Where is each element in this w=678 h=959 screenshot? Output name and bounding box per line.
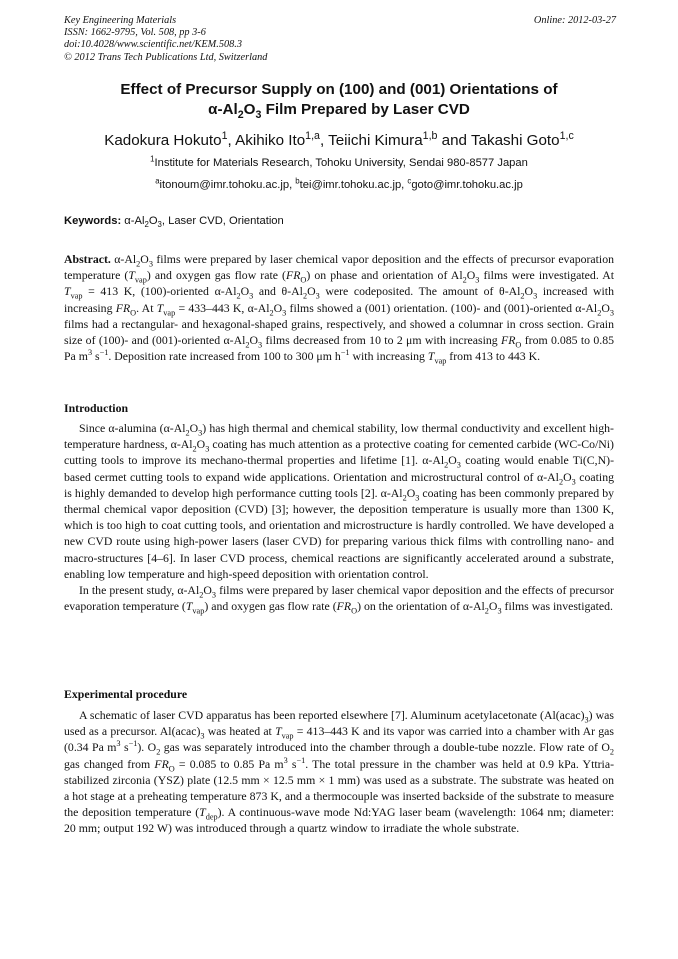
section-heading-experimental: Experimental procedure [64,687,188,701]
email-link[interactable]: goto@imr.tohoku.ac.jp [411,179,523,191]
author-name: Kadokura Hokuto [104,132,222,149]
title-line-1: Effect of Precursor Supply on (100) and (001) Orientations of [120,81,558,98]
abstract [64,251,614,364]
copyright-line: © 2012 Trans Tech Publications Ltd, Switzerland [64,51,268,63]
abstract-text: $\alpha-Al_2O_3$ films were prepared by laser chemical vapor deposition and the effects of precursor evaporation temperature $(T_{vap})$ and oxygen gas flow rate $(FR_O)$ on phase and orientation of $Al_2O_3$ films were investigated. At $T_{vap} = 413$ K, (100)-oriented $\alpha-Al_2O_3$ and $\theta-Al_2O_3$ were codeposited. The amount of $\theta-Al_2O_3$ increased with increasing $FR_O$. At $T_{vap} = 433-443$ K, $\alpha-Al_2O_3$ films showed a (001) orientation. (100)- and (001)-oriented $\alpha-Al_2O_3$ films had a rectangular- and hexagonal-shaped grains, respectively, and showed a columnar in cross section. Grain size of (100)- and (001)-oriented $\alpha-Al_2O_3$ films decreased from 10 to 2 μm with increasing $FR_O$ from 0.085 to 0.85 Pa $m^3$ $s^{-1}$. Deposition rate increased from 100 to 300 μm $h^{-1}$ with increasing $T_{vap}$ from 413 to 443 K. [64,252,615,366]
issn-line: ISSN: 1662-9795, Vol. 508, pp 3-6 [64,27,206,39]
online-date: Online: 2012-03-27 [533,15,616,26]
paragraph: A schematic of laser CVD apparatus has been reported elsewhere [7]. Aluminum acetylacetonate $(Al(acac)_3)$ was used as a precursor. $Al(acac)_3$ was heated at $T_{vap} = 413-443$ K and its vapor was carried into a chamber with Ar gas (0.34 Pa $m^3$ $s^{-1}$). $O_2$ gas was separately introduced into the chamber through a double-tube nozzle. Flow rate of $O_2$ gas changed from $FR_O = 0.085$ to 0.85 Pa $m^3$ $s^{-1}$. The total pressure in the chamber was held at 0.9 kPa. Yttria-stabilized zirconia (YSZ) plate (12.5 mm × 12.5 mm × 1 mm) was used as a substrate. The substrate was heated on a hot stage at a preheating temperature 873 K, and a thermocouple was inserted backside of the substrate to measure the deposition temperature $(T_{dep})$. A continuous-wave mode Nd:YAG laser beam (wavelength: 1064 nm; diameter: 20 mm; output 192 W) was introduced through a quartz window to irradiate the whole substrate. [64,708,615,836]
email-list: $^a$itonoum@imr.tohoku.ac.jp, $^b$tei@imr.tohoku.ac.jp, $^c$goto@imr.tohoku.ac.jp [155,176,523,191]
email-link[interactable]: tei@imr.tohoku.ac.jp [299,179,402,191]
email-link[interactable]: itonoum@imr.tohoku.ac.jp [159,179,290,191]
paragraph: Since α-alumina $(\alpha-Al_2O_3)$ has high thermal and chemical stability, low thermal conductivity and excellent high-temperature hardness, $\alpha-Al_2O_3$ coating has much attention as a protective coating for cemented carbide (WC-Co/Ni) cutting tools to improve its mechano-thermal properties and lifetime [1]. $\alpha-Al_2O_3$ coating would enable Ti(C,N)-based cermet cutting tools to expand wide applications. Orientation and microstructural control of $\alpha-Al_2O_3$ coating is highly demanded to develop high performance cutting tools [2]. $\alpha-Al_2O_3$ coating has been commonly prepared by thermal chemical vapor deposition (CVD) [3]; however, the deposition temperature is usually more than 1300 K, which is too high to coat cutting tools, and orientation and microstructure is hardly controlled. We have developed a new CVD route using high-power lasers (laser CVD) for preparing various thick films with controlling nano- and macro-structures [4–6]. In laser CVD process, chemical reactions are significantly accelerated around a substrate, enabling low temperature and high-speed deposition with orientation control. [64,421,614,581]
paper-title [64,80,614,120]
doi-line: doi:10.4028/www.scientific.net/KEM.508.3 [64,39,242,51]
affiliation: $^1$Institute for Materials Research, Tohoku University, Sendai 980-8577 Japan [150,154,528,169]
author-name: Teiichi Kimura [328,132,423,149]
paragraph: In the present study, $\alpha-Al_2O_3$ films were prepared by laser chemical vapor deposition and the effects of precursor evaporation temperature $(T_{vap})$ and oxygen gas flow rate $(FR_O)$ on the orientation of $\alpha-Al_2O_3$ films was investigated. [64,583,614,616]
title-line-2: $\alpha-Al_2O_3$ Film Prepared by Laser CVD [208,101,470,122]
author-name: Akihiko Ito [235,132,306,149]
experimental-body [64,707,614,837]
keywords: Keywords: $\alpha-Al_2O_3$, Laser CVD, Orientation [64,215,284,230]
introduction-body [64,420,614,614]
section-heading-introduction: Introduction [64,401,129,415]
journal-info [64,15,267,64]
author-list: Kadokura Hokuto$^1$, Akihiko Ito$^{1,a}$, Teiichi Kimura$^{1,b}$ and Takashi Goto$^{1,c}$ [104,129,574,149]
journal-name: Key Engineering Materials [64,15,177,26]
abstract-label: Abstract. [64,252,111,266]
author-name: Takashi Goto [470,132,560,149]
